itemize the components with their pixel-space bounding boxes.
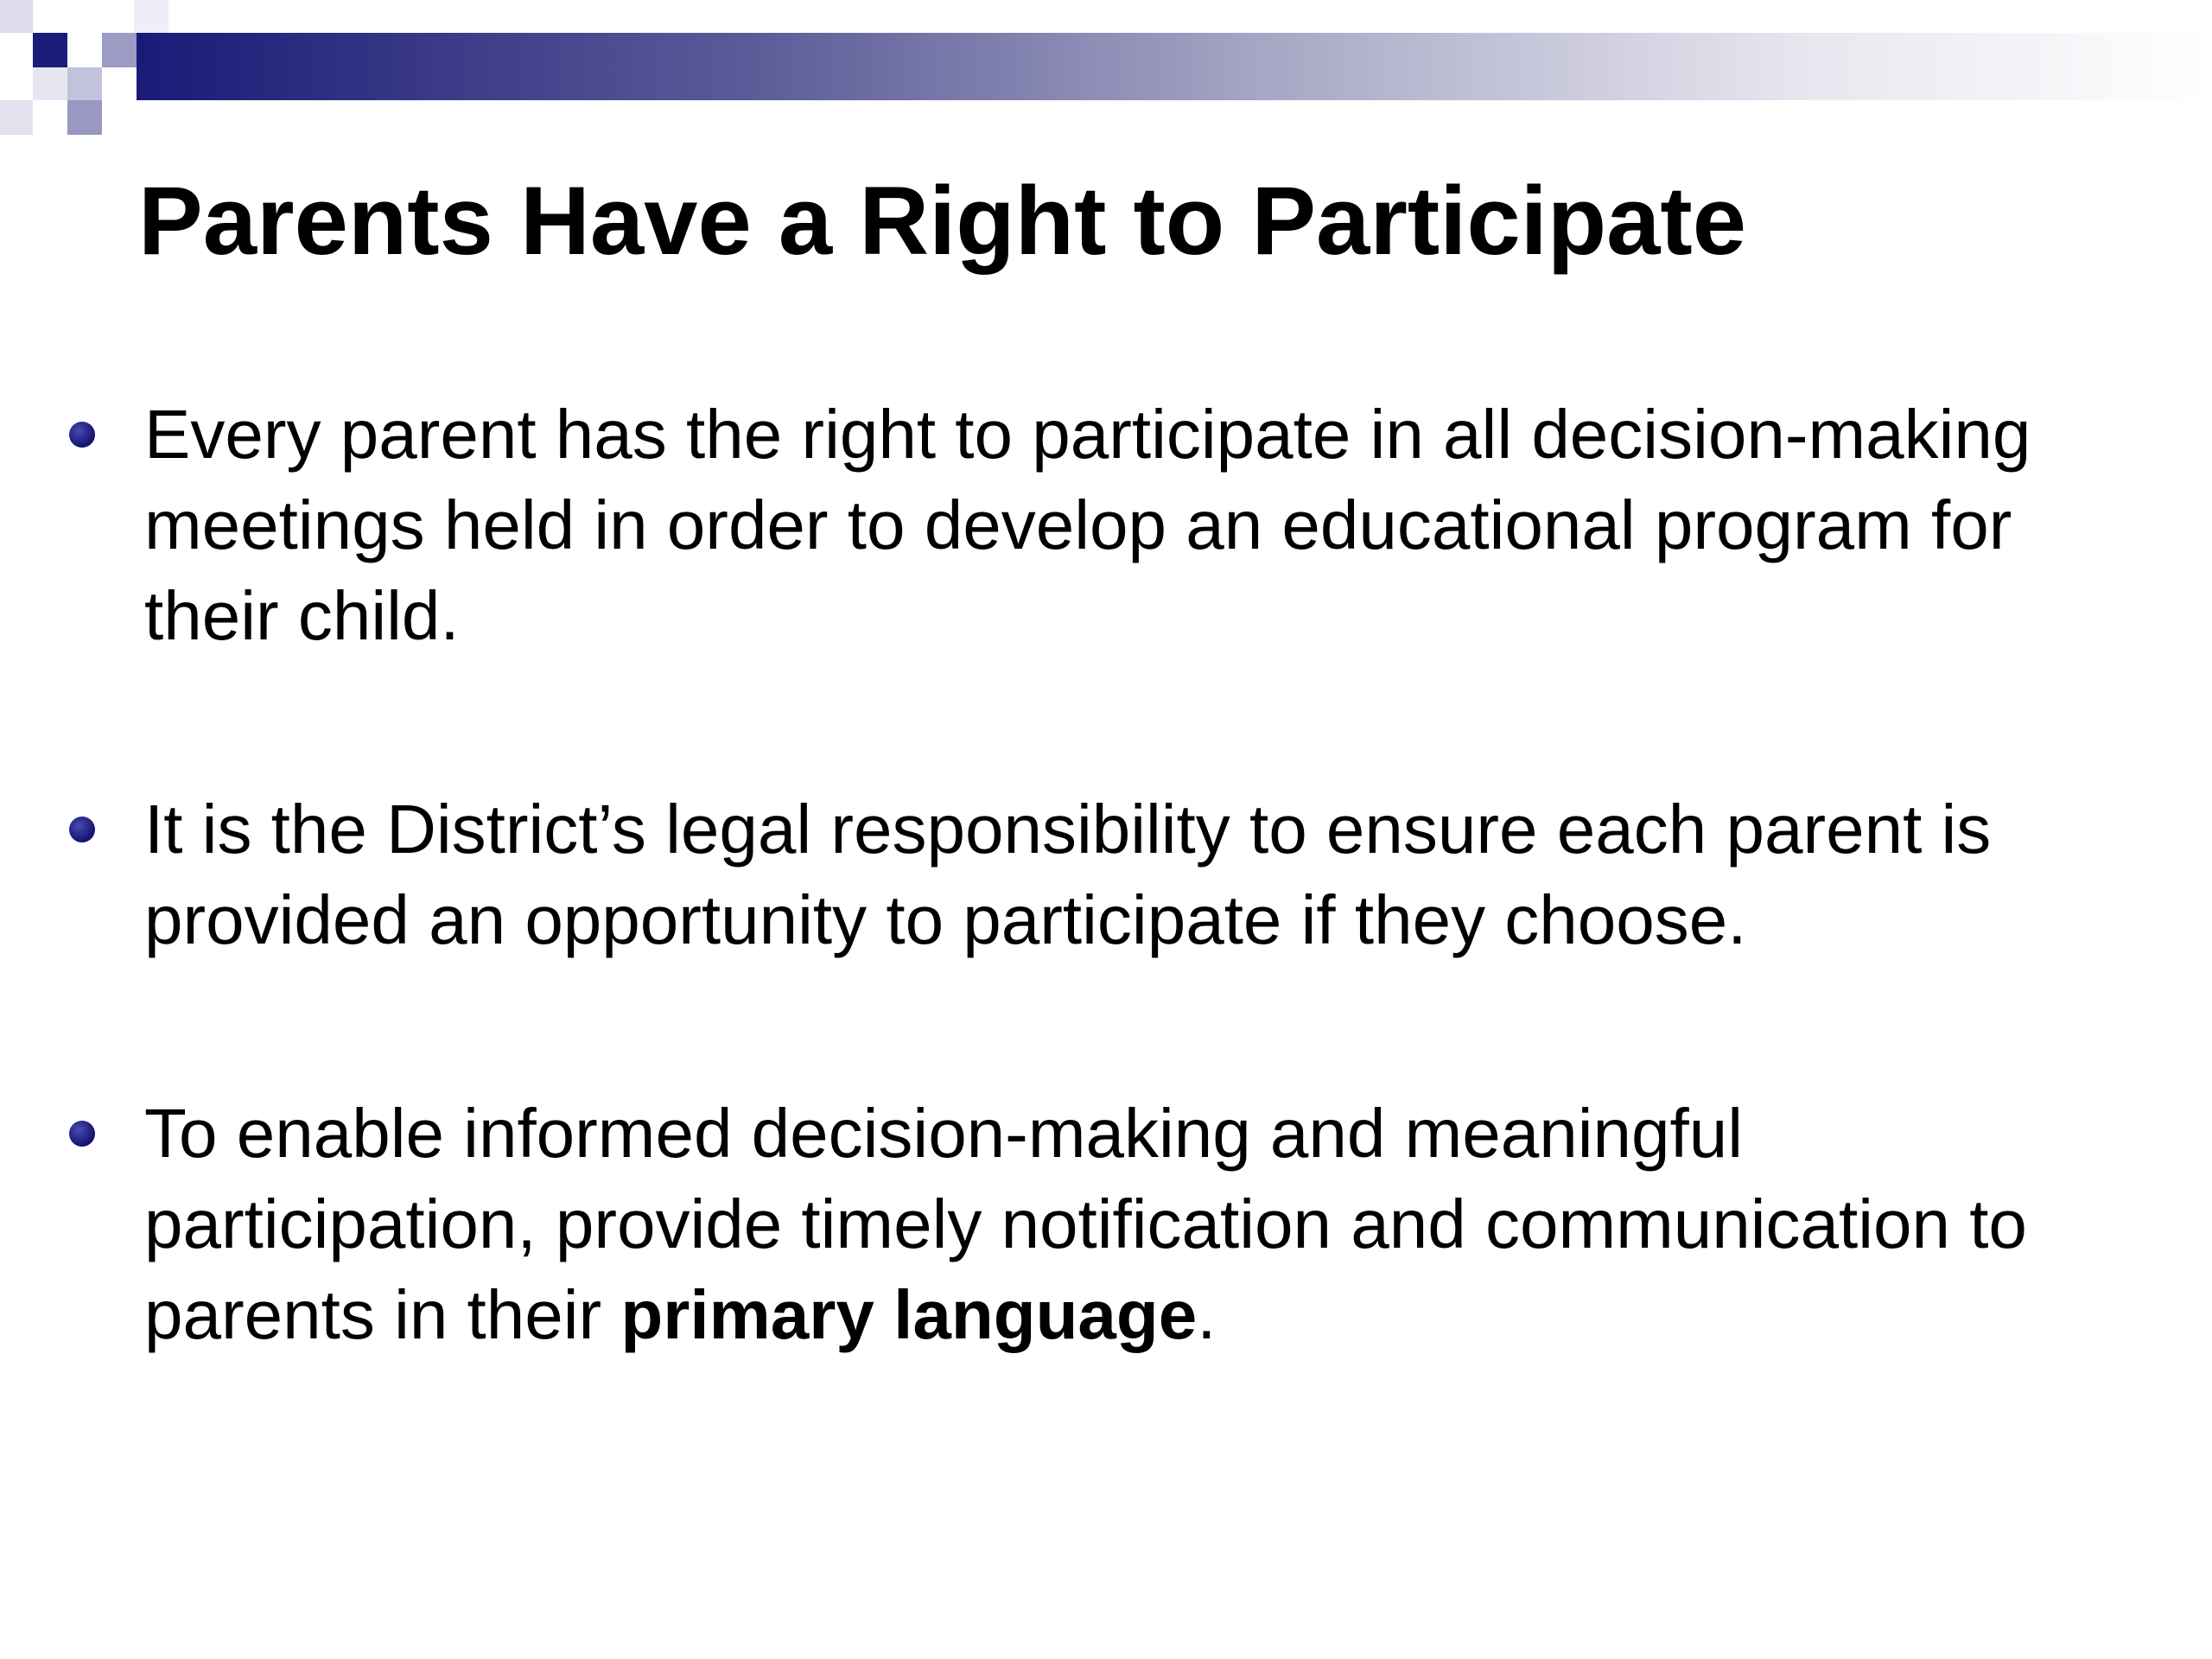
decorative-square xyxy=(33,33,67,67)
bullet-icon xyxy=(69,422,95,448)
bullet-text: Every parent has the right to participate in all decision-making meetings held in order to develop an educational program for their child. xyxy=(144,396,2031,654)
decorative-square xyxy=(67,67,102,100)
bullet-list xyxy=(60,389,2134,1360)
bullet-icon xyxy=(69,817,95,842)
bullet-text: It is the District’s legal responsibility to ensure each parent is provided an opportunity to participate if they choose. xyxy=(144,791,1992,958)
gradient-bar xyxy=(137,33,2212,100)
bullet-text-after: . xyxy=(1197,1276,1217,1353)
bullet-item xyxy=(60,389,2134,661)
bullet-text xyxy=(144,1095,2027,1353)
bullet-item xyxy=(60,1088,2134,1360)
bullet-icon xyxy=(69,1121,95,1147)
header-banner xyxy=(0,0,2212,138)
decorative-square xyxy=(67,100,102,135)
bullet-text-before: To enable informed decision-making and meaningful participation, provide timely notification and communication to parents in their xyxy=(144,1095,2027,1353)
slide-title: Parents Have a Right to Participate xyxy=(138,167,1747,275)
decorative-square xyxy=(102,33,137,67)
bullet-item xyxy=(60,784,2134,965)
decorative-square xyxy=(33,67,67,100)
bullet-text-emphasis: primary language xyxy=(620,1276,1198,1353)
decorative-square xyxy=(0,0,33,33)
decorative-square xyxy=(0,100,33,135)
decorative-square xyxy=(134,0,168,33)
